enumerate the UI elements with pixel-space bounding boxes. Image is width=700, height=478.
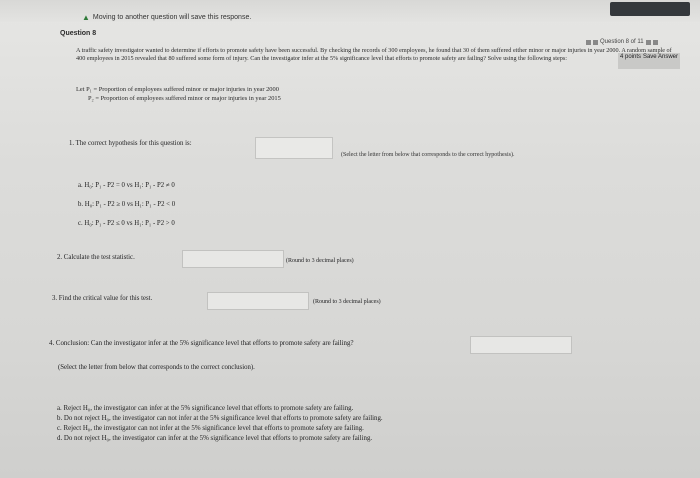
p1-definition: Let P₁ = Proportion of employees suffered minor or major injuries in year 2000 [76, 86, 279, 93]
conclusion-option-c: c. Reject H₀, the investigator can not infer at the 5% significance level that efforts to promote safety are failing. [57, 425, 364, 432]
save-warning [82, 13, 251, 22]
top-right-button[interactable] [610, 2, 690, 16]
q3-hint: (Round to 3 decimal places) [313, 299, 381, 305]
q1-answer-select[interactable] [255, 137, 333, 159]
question-intro: A traffic safety investigator wanted to determine if efforts to promote safety have been successful. By checking the records of 300 employees, he found that 30 of them suffered either minor or major injuries in year 2000. A random sample of 400 employees in 2015 revealed that 80 suffered some form of injury. Can the investigator infer at the 5% significance level that efforts to promote safety are failing? Solve using the following steps: [76, 47, 672, 62]
hypothesis-option-c: c. H₀: P₁ - P2 ≤ 0 vs H₁: P₁ - P2 > 0 [78, 220, 175, 227]
grid-icon-2 [593, 40, 598, 45]
variable-definitions [76, 85, 281, 103]
save-warning-text: Moving to another question will save this response. [92, 14, 252, 21]
question-counter: Question 8 of 11 [600, 39, 644, 45]
q3-label: 3. Find the critical value for this test. [52, 295, 153, 302]
q2-hint: (Round to 3 decimal places) [286, 258, 354, 264]
q4-label: 4. Conclusion: Can the investigator infer at the 5% significance level that efforts to promote safety are failing? [49, 340, 354, 347]
question-navigation[interactable] [586, 39, 658, 45]
q1-label: 1. The correct hypothesis for this question is: [69, 140, 192, 147]
prev-icon[interactable] [646, 40, 651, 45]
points-label: 4 points [620, 54, 642, 60]
hypothesis-option-a: a. H₀: P₁ - P2 = 0 vs H₁: P₁ - P2 ≠ 0 [78, 182, 175, 189]
q3-answer-input[interactable] [207, 292, 309, 310]
q2-answer-input[interactable] [182, 250, 284, 268]
q1-hint: (Select the letter from below that corresponds to the correct hypothesis). [341, 152, 515, 158]
next-icon[interactable] [653, 40, 658, 45]
conclusion-option-a: a. Reject H₀, the investigator can infer at the 5% significance level that efforts to promote safety are failing. [57, 405, 354, 412]
p2-definition: P₂ = Proportion of employees suffered minor or major injuries in year 2015 [88, 95, 281, 102]
conclusion-option-b: b. Do not reject H₀, the investigator can not infer at the 5% significance level that efforts to promote safety are failing. [57, 415, 383, 422]
grid-icon [586, 40, 591, 45]
hypothesis-option-b: b. H₀: P₁ - P2 ≥ 0 vs H₁: P₁ - P2 < 0 [78, 201, 176, 208]
q2-label: 2. Calculate the test statistic. [57, 254, 135, 261]
hypothesis-options [78, 176, 175, 233]
save-answer-link[interactable]: Save Answer [642, 54, 678, 60]
q4-answer-input[interactable] [470, 336, 572, 354]
conclusion-option-d: d. Do not reject H₀, the investigator can infer at the 5% significance level that efforts to promote safety are failing. [57, 435, 373, 442]
question-title: Question 8 [60, 30, 97, 37]
warning-icon: ▲ [82, 13, 90, 22]
conclusion-options [57, 404, 383, 444]
q4-subtext: (Select the letter from below that corresponds to the correct conclusion). [58, 364, 255, 371]
